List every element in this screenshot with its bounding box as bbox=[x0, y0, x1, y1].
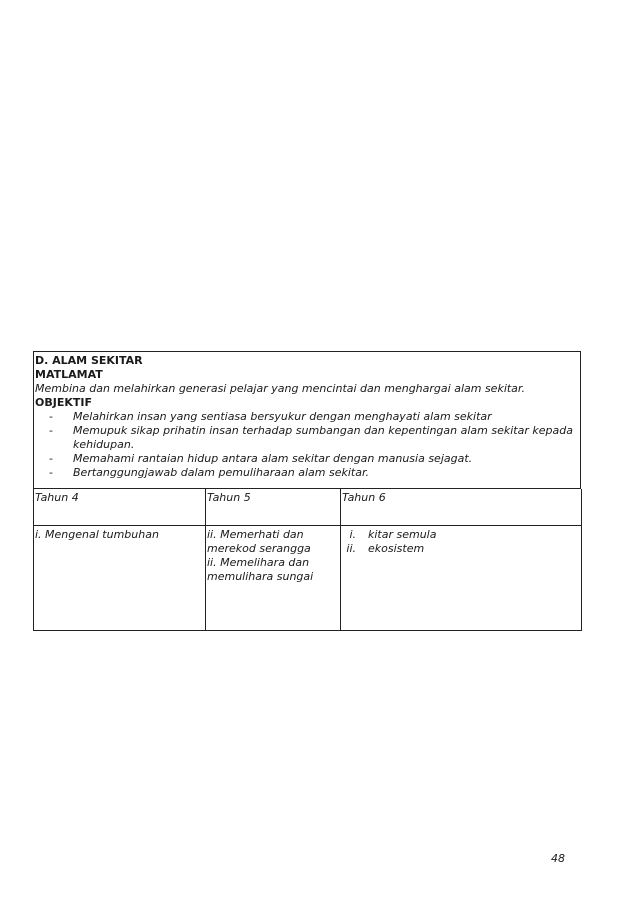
header-tahun-4: Tahun 4 bbox=[34, 489, 206, 526]
item-number: ii. bbox=[346, 542, 356, 555]
tahun-6-cell bbox=[341, 526, 582, 631]
list-item: - Bertanggungjawab dalam pemuliharaan alam sekitar. bbox=[49, 466, 369, 479]
objektif-list bbox=[35, 410, 580, 480]
tahun-4-cell bbox=[34, 526, 206, 631]
matlamat-text: Membina dan melahirkan generasi pelajar yang mencintai dan menghargai alam sekitar. bbox=[35, 382, 525, 395]
page-number: 48 bbox=[551, 852, 565, 865]
list-item: ii. Memelihara dan memulihara sungai bbox=[207, 556, 314, 583]
item-text: ekosistem bbox=[368, 542, 425, 555]
list-item bbox=[342, 542, 580, 556]
item-text: kitar semula bbox=[368, 528, 437, 541]
table-header-row bbox=[34, 489, 582, 526]
objektif-heading: OBJEKTIF bbox=[35, 396, 92, 409]
table-row bbox=[34, 526, 582, 631]
section-box bbox=[33, 351, 581, 489]
list-item: - Memahami rantaian hidup antara alam sekitar dengan manusia sejagat. bbox=[49, 452, 473, 465]
matlamat-heading: MATLAMAT bbox=[35, 368, 103, 381]
tahun-5-cell bbox=[206, 526, 341, 631]
year-table bbox=[33, 489, 582, 631]
list-item: i. Mengenal tumbuhan bbox=[35, 528, 159, 541]
dash-bullet: - bbox=[49, 452, 53, 465]
dash-bullet: - bbox=[49, 424, 53, 437]
list-item bbox=[342, 528, 580, 542]
section-title: D. ALAM SEKITAR bbox=[35, 354, 143, 367]
list-item: ii. Memerhati dan merekod serangga bbox=[207, 528, 311, 555]
item-number: i. bbox=[349, 528, 356, 541]
list-item: - Memupuk sikap prihatin insan terhadap sumbangan dan kepentingan alam sekitar kepada kehidupan. bbox=[49, 424, 573, 451]
dash-bullet: - bbox=[49, 410, 53, 423]
header-tahun-5: Tahun 5 bbox=[206, 489, 341, 526]
dash-bullet: - bbox=[49, 466, 53, 479]
header-tahun-6: Tahun 6 bbox=[341, 489, 582, 526]
list-item: - Melahirkan insan yang sentiasa bersyukur dengan menghayati alam sekitar bbox=[49, 410, 492, 423]
